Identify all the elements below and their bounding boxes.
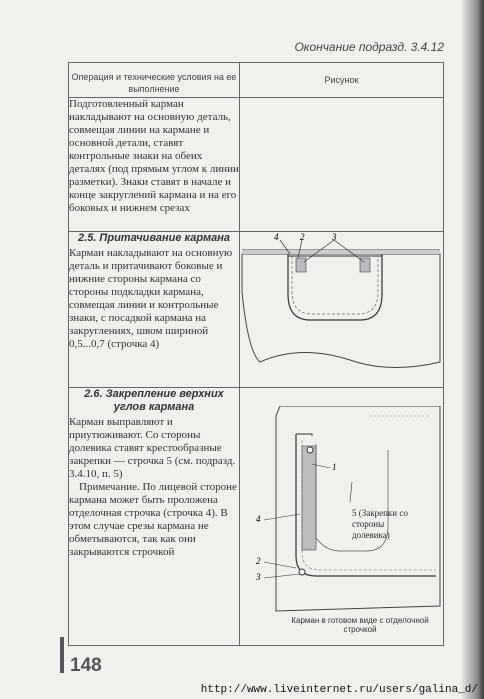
fig1-label-4: 4 [274,232,279,242]
header-figure: Рисунок [240,63,444,98]
fig2-label-3: 3 [256,572,261,582]
page-number: 148 [70,655,102,676]
row2-cell [69,232,240,388]
row3-cell [69,388,240,646]
fig2-caption: Карман в готовом виде с отделочной строчкой [291,616,429,634]
fig2-label-1: 1 [332,462,337,472]
fig2-note: 5 (Закрепки со стороны долевика) [352,508,408,540]
fig2-label-4: 4 [256,514,261,524]
row2-title: 2.5. Притачивание кармана [78,232,230,244]
source-url: http://www.liveinternet.ru/users/galina_d/ [200,684,478,696]
row3-note: Примечание. По лицевой стороне кармана может быть проложена отделочная строчка (строчка 4). В этом случае срезы кармана не обметываются, так как они закрываются строчкой [69,481,237,558]
fig2-label-2: 2 [256,556,261,566]
row3-text: Карман выправляют и приутюживают. Со стороны долевика ставят крестообразные закрепки — строчка 5 (см. подразд. 3.4.10, п. 5) [69,416,236,480]
fig1-label-3: 3 [332,232,337,242]
page-edge-shadow [462,0,484,699]
figure-corner-tacks [240,388,444,646]
row1-text: Подготовленный карман накладывают на основную деталь, совмещая линии на кармане и основной детали, ставят контрольные знаки на обеих деталях (под прямым углом к линии разметки). Знаки ставят в начале и конце закруглений кармана и на его боковых и нижнем срезах [69,98,240,232]
procedure-table [68,62,444,646]
running-head: Окончание подразд. 3.4.12 [294,40,444,54]
row1-figure-cell [240,98,444,232]
footer-bar [60,637,64,673]
fig1-label-2: 2 [300,232,305,242]
header-operation: Операция и технические условия на ее выполнение [69,63,240,98]
figure-stitching [240,232,444,388]
pocket-stitching-drawing [240,232,445,382]
row2-text: Карман накладывают на основную деталь и притачивают боковые и нижние стороны кармана со стороны подкладки кармана, совмещая линии и контрольные знаки, с посадкой кармана на закруглениях, швом шириной 0,5...0,7 (строчка 4) [69,247,233,350]
row3-title: 2.6. Закрепление верхних углов кармана [84,388,224,413]
